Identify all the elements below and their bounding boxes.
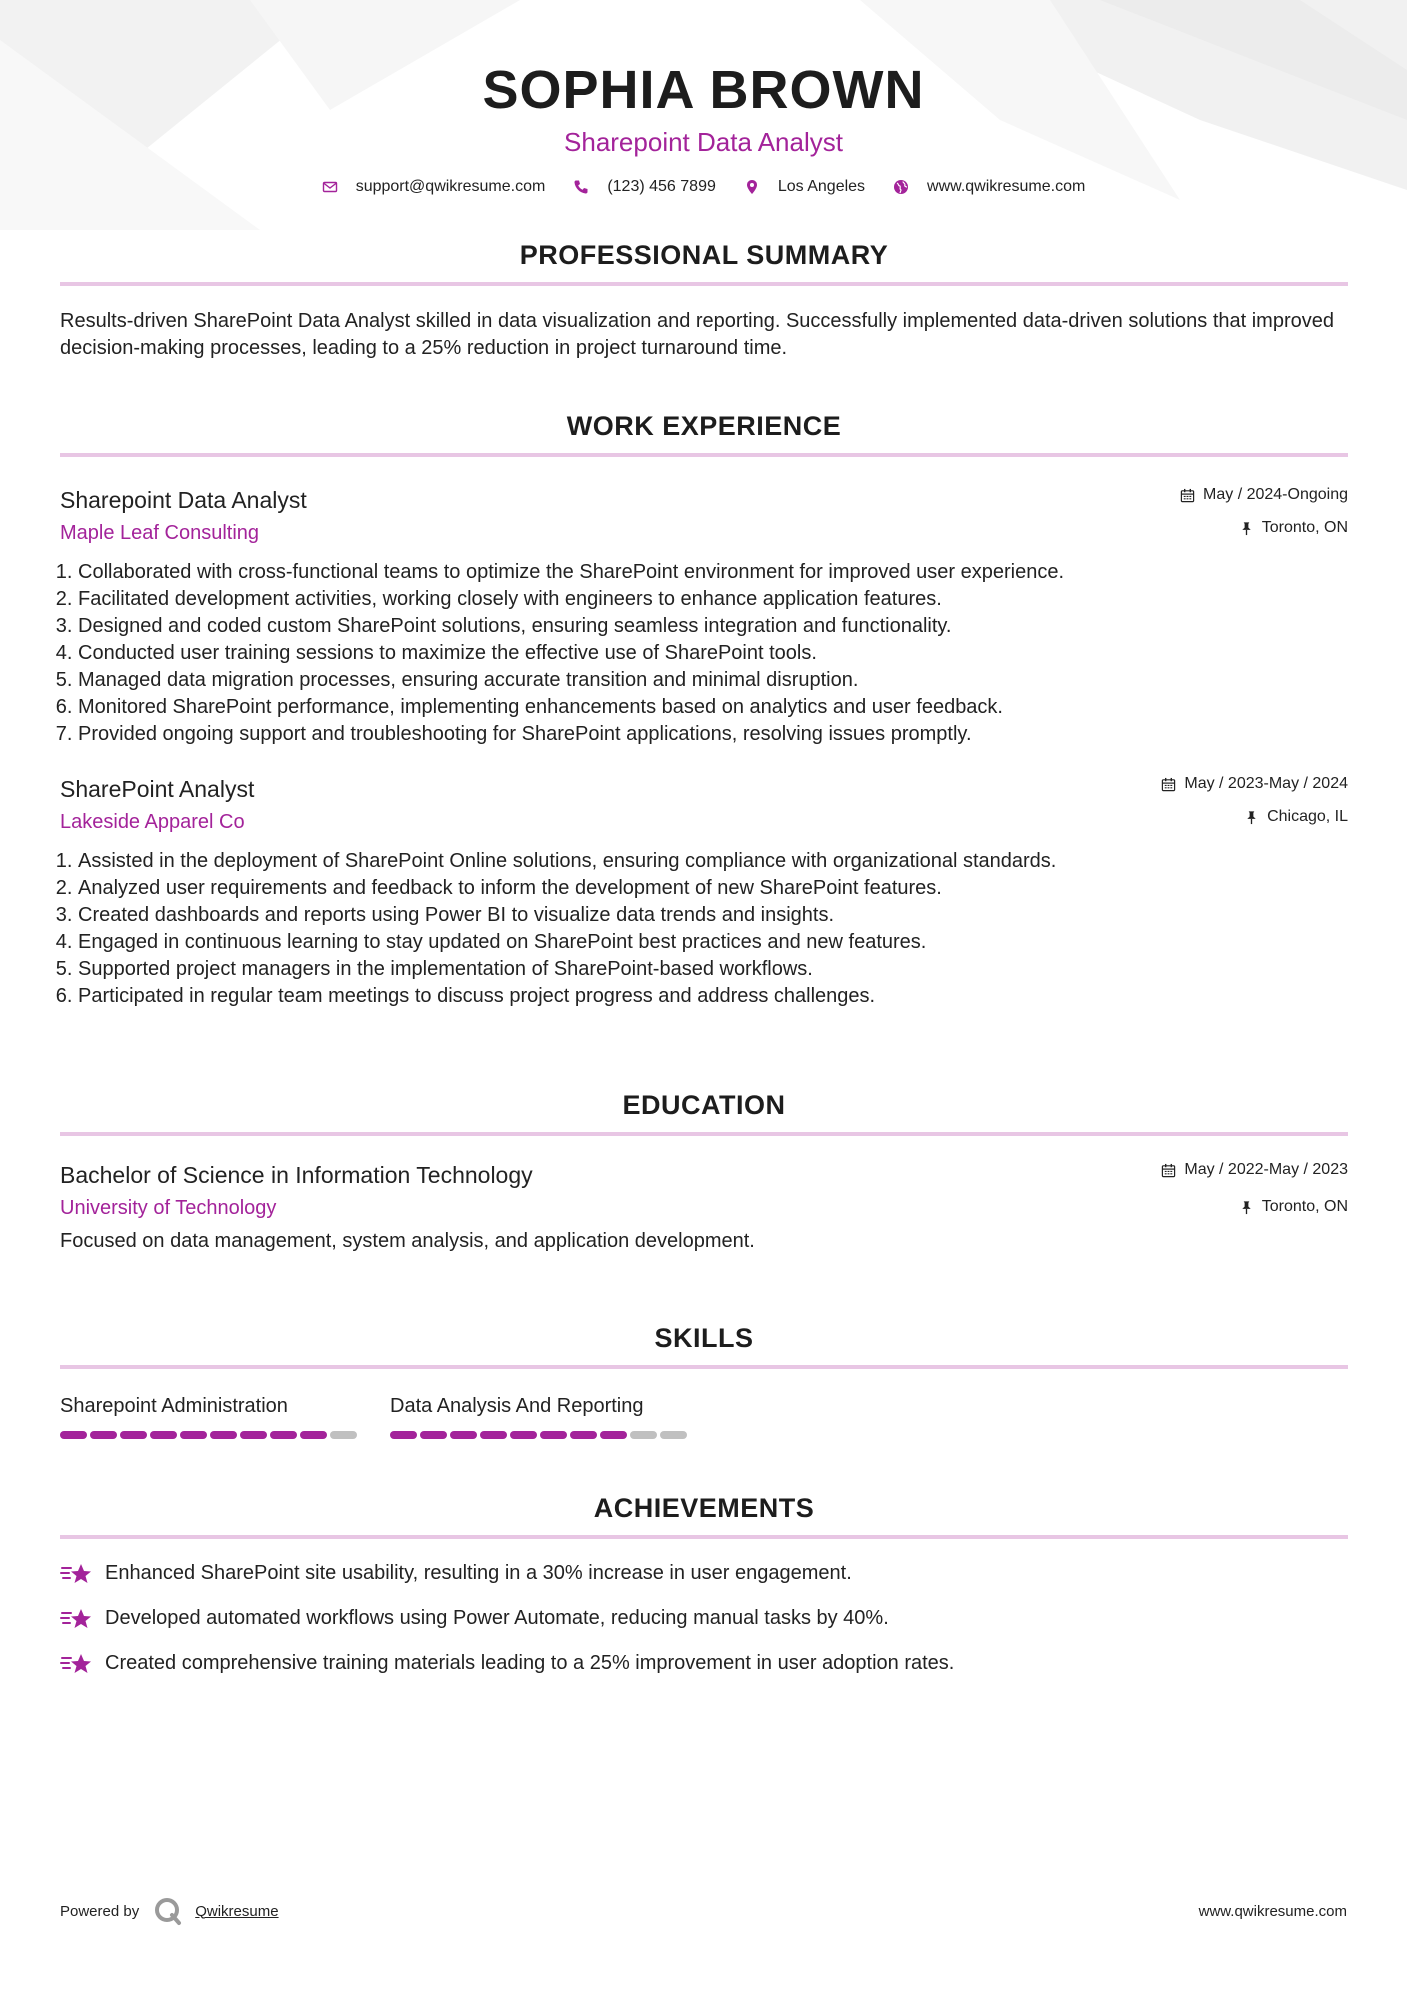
calendar-icon	[1161, 777, 1176, 792]
school-name: University of Technology	[60, 1197, 277, 1219]
summary-section	[60, 238, 1348, 362]
skills-divider	[60, 1365, 1348, 1369]
skill-level-bar	[60, 1431, 390, 1439]
contact-location-text: Los Angeles	[777, 178, 866, 195]
experience-section	[60, 409, 1348, 1010]
skill-segment-filled	[570, 1431, 597, 1439]
job-meta	[1180, 485, 1348, 538]
skills-list	[60, 1393, 1348, 1439]
job-title: Sharepoint Data Analyst	[60, 487, 307, 513]
skills-section	[60, 1321, 1348, 1439]
achievement-text: Developed automated workflows using Power Automate, reducing manual tasks by 40%.	[105, 1607, 889, 1629]
education-entry	[60, 1160, 1348, 1255]
globe-icon	[893, 179, 909, 195]
skill-segment-filled	[210, 1431, 237, 1439]
duty-item: 5. Managed data migration processes, ensuring accurate transition and minimal disruption.	[78, 667, 1348, 694]
powered-by-label: Powered by	[60, 1902, 140, 1920]
degree-title: Bachelor of Science in Information Technology	[60, 1162, 533, 1188]
phone-icon	[573, 179, 589, 195]
duty-item: 4. Conducted user training sessions to maximize the effective use of SharePoint tools.	[78, 640, 1348, 667]
duty-item: 3. Designed and coded custom SharePoint solutions, ensuring seamless integration and functionality.	[78, 613, 1348, 640]
summary-text: Results-driven SharePoint Data Analyst skilled in data visualization and reporting. Successfully implemented data-driven solutions that improved decision-making processes, leading to a 25% reduction in project turnaround time.	[60, 310, 1334, 359]
duty-item: 2. Facilitated development activities, working closely with engineers to enhance application features.	[78, 586, 1348, 613]
education-dates-text: May / 2022-May / 2023	[1184, 1161, 1348, 1178]
duty-item: 6. Monitored SharePoint performance, implementing enhancements based on analytics and user feedback.	[78, 694, 1348, 721]
skill-segment-filled	[450, 1431, 477, 1439]
job-dates	[1161, 774, 1348, 794]
duty-item: 5. Supported project managers in the implementation of SharePoint-based workflows.	[78, 956, 1348, 983]
job-location-text: Chicago, IL	[1267, 808, 1348, 825]
skill-segment-empty	[330, 1431, 357, 1439]
skill-segment-filled	[180, 1431, 207, 1439]
summary-divider	[60, 282, 1348, 286]
skill-segment-filled	[90, 1431, 117, 1439]
pushpin-icon	[1239, 1200, 1254, 1215]
skill-segment-filled	[240, 1431, 267, 1439]
achievement-text: Created comprehensive training materials leading to a 25% improvement in user adoption rates.	[105, 1652, 955, 1674]
education-location	[1161, 1197, 1348, 1217]
skills-heading: SKILLS	[654, 1323, 754, 1353]
resume-header	[0, 0, 1407, 196]
duty-item: 3. Created dashboards and reports using Power BI to visualize data trends and insights.	[78, 902, 1348, 929]
candidate-name: SOPHIA BROWN	[482, 60, 925, 120]
job-title: SharePoint Analyst	[60, 776, 255, 802]
job-meta	[1161, 774, 1348, 827]
duty-item: 1. Assisted in the deployment of SharePoint Online solutions, ensuring compliance with organizational standards.	[78, 848, 1348, 875]
skill-segment-empty	[660, 1431, 687, 1439]
job-company: Maple Leaf Consulting	[60, 522, 260, 544]
contact-phone-text: (123) 456 7899	[607, 178, 716, 195]
job-duties	[60, 848, 1348, 1010]
achievements-section	[60, 1491, 1348, 1676]
candidate-title: Sharepoint Data Analyst	[564, 127, 843, 157]
footer-website-link[interactable]: www.qwikresume.com	[1198, 1902, 1347, 1920]
skill-segment-filled	[120, 1431, 147, 1439]
skill-segment-filled	[420, 1431, 447, 1439]
calendar-icon	[1161, 1163, 1176, 1178]
contact-email[interactable]	[322, 178, 546, 196]
shooting-star-icon	[60, 1561, 94, 1587]
achievement-text: Enhanced SharePoint site usability, resulting in a 30% increase in user engagement.	[105, 1562, 852, 1584]
contact-bar	[0, 178, 1407, 196]
skill-level-bar	[390, 1431, 720, 1439]
contact-phone[interactable]	[573, 178, 716, 196]
achievement-item	[60, 1651, 1348, 1676]
pushpin-icon	[1244, 810, 1259, 825]
job-company: Lakeside Apparel Co	[60, 811, 245, 833]
skill-segment-filled	[540, 1431, 567, 1439]
duty-item: 4. Engaged in continuous learning to stay updated on SharePoint best practices and new features.	[78, 929, 1348, 956]
skill-segment-filled	[300, 1431, 327, 1439]
contact-location	[744, 178, 865, 196]
map-pin-icon	[744, 179, 760, 195]
skill-segment-filled	[510, 1431, 537, 1439]
education-description: Focused on data management, system analysis, and application development.	[60, 1230, 755, 1252]
skill-name: Data Analysis And Reporting	[390, 1395, 644, 1417]
page-footer	[60, 1896, 1347, 1926]
skill-segment-filled	[390, 1431, 417, 1439]
duty-item: 2. Analyzed user requirements and feedback to inform the development of new SharePoint features.	[78, 875, 1348, 902]
skill-item	[390, 1393, 720, 1439]
achievement-item	[60, 1561, 1348, 1586]
contact-website[interactable]	[893, 178, 1085, 196]
duty-item: 7. Provided ongoing support and troubleshooting for SharePoint applications, resolving issues promptly.	[78, 721, 1348, 748]
job-dates	[1180, 485, 1348, 505]
job-dates-text: May / 2023-May / 2024	[1184, 775, 1348, 792]
skill-name: Sharepoint Administration	[60, 1395, 288, 1417]
job-location	[1180, 518, 1348, 538]
experience-heading: WORK EXPERIENCE	[566, 411, 842, 441]
powered-by	[60, 1896, 279, 1926]
shooting-star-icon	[60, 1606, 94, 1632]
brand-link[interactable]: Qwikresume	[195, 1902, 279, 1920]
education-heading: EDUCATION	[622, 1090, 786, 1120]
pushpin-icon	[1239, 521, 1254, 536]
job-entry	[60, 774, 1348, 1010]
achievement-item	[60, 1606, 1348, 1631]
skill-segment-filled	[150, 1431, 177, 1439]
job-dates-text: May / 2024-Ongoing	[1203, 486, 1348, 503]
skill-segment-filled	[480, 1431, 507, 1439]
achievements-divider	[60, 1535, 1348, 1539]
education-section	[60, 1088, 1348, 1255]
skill-segment-empty	[630, 1431, 657, 1439]
job-location-text: Toronto, ON	[1261, 519, 1348, 536]
education-location-text: Toronto, ON	[1261, 1198, 1348, 1215]
skill-segment-filled	[60, 1431, 87, 1439]
education-divider	[60, 1132, 1348, 1136]
education-dates	[1161, 1160, 1348, 1180]
calendar-icon	[1180, 488, 1195, 503]
qwikresume-logo-icon	[153, 1896, 183, 1926]
job-duties	[60, 559, 1348, 748]
duty-item: 6. Participated in regular team meetings to discuss project progress and address challenges.	[78, 983, 1348, 1010]
achievements-list	[60, 1561, 1348, 1676]
summary-heading: PROFESSIONAL SUMMARY	[519, 240, 889, 270]
contact-email-text: support@qwikresume.com	[355, 178, 546, 195]
job-location	[1161, 807, 1348, 827]
contact-website-text: www.qwikresume.com	[927, 178, 1086, 195]
education-meta	[1161, 1160, 1348, 1217]
experience-divider	[60, 453, 1348, 457]
duty-item: 1. Collaborated with cross-functional teams to optimize the SharePoint environment for improved user experience.	[78, 559, 1348, 586]
skill-item	[60, 1393, 390, 1439]
skill-segment-filled	[600, 1431, 627, 1439]
achievements-heading: ACHIEVEMENTS	[593, 1493, 815, 1523]
envelope-icon	[322, 179, 338, 195]
job-entry	[60, 485, 1348, 748]
skill-segment-filled	[270, 1431, 297, 1439]
shooting-star-icon	[60, 1651, 94, 1677]
